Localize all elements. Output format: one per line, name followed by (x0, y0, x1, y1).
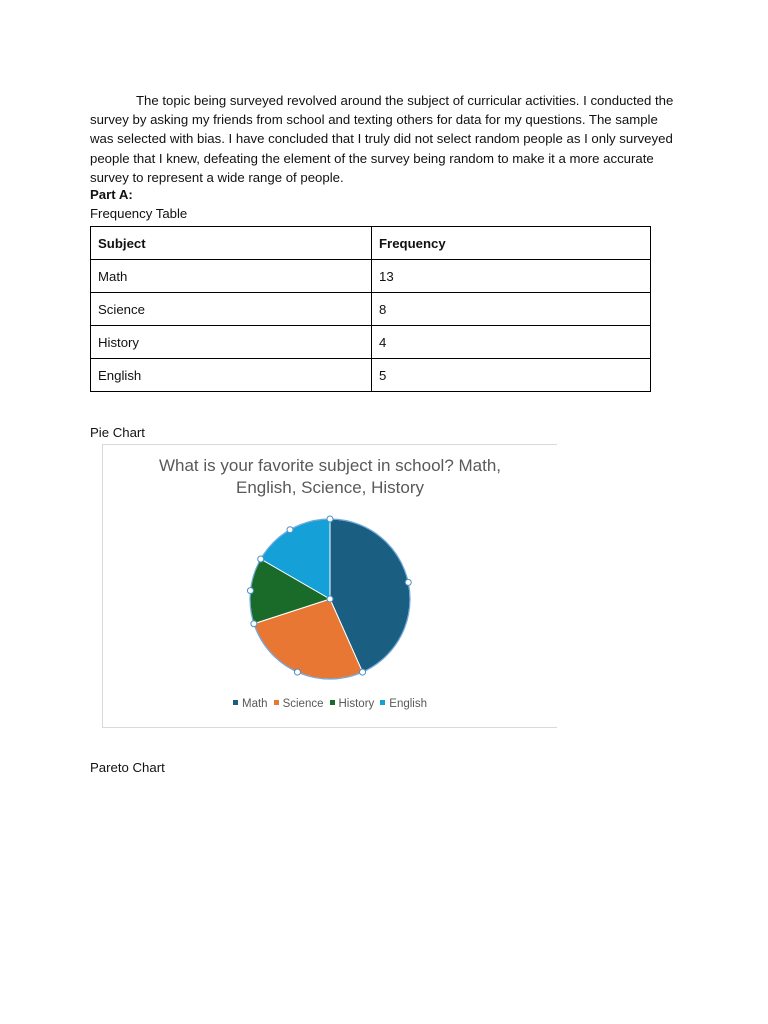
legend-item-english (380, 698, 427, 710)
table-header-row (91, 227, 651, 260)
chart-title-line-1: What is your favorite subject in school? Math, (158, 456, 502, 475)
legend-item-math (233, 698, 268, 710)
header-frequency: Frequency (372, 227, 651, 260)
pie-chart-label: Pie Chart (90, 425, 145, 440)
table-row (91, 359, 651, 392)
selection-handle[interactable] (287, 527, 293, 533)
cell-subject: English (91, 359, 372, 392)
cell-frequency: 8 (372, 293, 651, 326)
legend-swatch (330, 700, 335, 705)
cell-subject: Science (91, 293, 372, 326)
selection-handle[interactable] (327, 596, 333, 602)
legend-label: History (338, 698, 375, 710)
legend-label: English (389, 698, 427, 710)
legend-item-history (330, 698, 375, 710)
cell-frequency: 4 (372, 326, 651, 359)
selection-handle[interactable] (294, 669, 300, 675)
selection-handle[interactable] (405, 579, 411, 585)
intro-text: The topic being surveyed revolved around the subject of curricular activities. I conducted the survey by asking my friends from school and texting others for data for my questions. The sample was selected with bias. I have concluded that I truly did not select random people as I only surveyed people that I knew, defeating the element of the survey being random to make it a more accurate survey to represent a wide range of people. (90, 93, 674, 185)
selection-handle[interactable] (360, 669, 366, 675)
selection-handle[interactable] (251, 621, 257, 627)
legend-swatch (233, 700, 238, 705)
intro-paragraph (90, 91, 680, 187)
legend-swatch (380, 700, 385, 705)
table-caption: Frequency Table (90, 206, 188, 221)
legend-label: Science (282, 698, 324, 710)
cell-subject: Math (91, 260, 372, 293)
cell-subject: History (91, 326, 372, 359)
legend-label: Math (242, 698, 268, 710)
selection-handle[interactable] (327, 516, 333, 522)
table-row (91, 326, 651, 359)
cell-frequency: 5 (372, 359, 651, 392)
legend-swatch (274, 700, 279, 705)
chart-title-line-2: English, Science, History (235, 478, 425, 497)
legend-item-science (274, 698, 324, 710)
table-row (91, 260, 651, 293)
pie-chart-container (102, 444, 557, 728)
header-subject: Subject (91, 227, 372, 260)
pareto-chart-label: Pareto Chart (90, 760, 165, 775)
selection-handle[interactable] (258, 556, 264, 562)
chart-legend (103, 698, 557, 710)
table-row (91, 293, 651, 326)
part-a-heading: Part A: (90, 187, 133, 202)
cell-frequency: 13 (372, 260, 651, 293)
frequency-table (90, 226, 651, 392)
pie-chart (103, 445, 557, 727)
selection-handle[interactable] (247, 588, 253, 594)
